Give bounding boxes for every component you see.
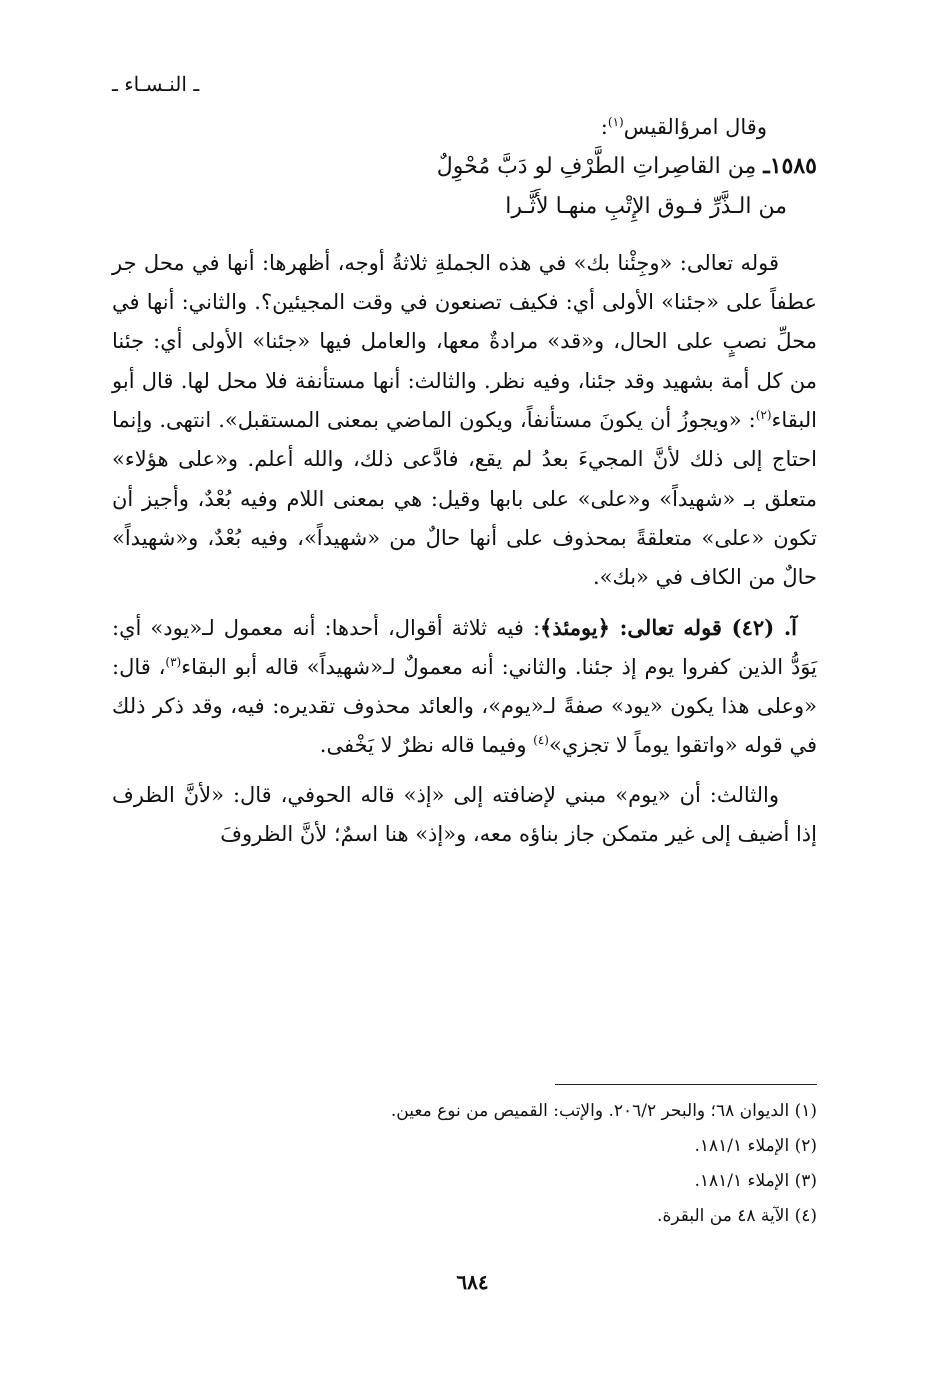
paragraph-1 bbox=[112, 244, 817, 598]
footnote-ref-4: (٤) bbox=[533, 733, 549, 748]
footnote-divider bbox=[555, 1084, 817, 1085]
paragraph-3: والثالث: أن «يوم» مبني لإضافته إلى «إذ» قاله الحوفي، قال: «لأنَّ الظرف إذا أضيف إلى غير متمكن جاز بناؤه معه، و«إذ» هنا اسمٌ؛ لأنَّ الظروفَ bbox=[112, 782, 817, 847]
verse-line-1 bbox=[112, 147, 817, 186]
page-number: ٦٨٤ bbox=[456, 1270, 489, 1294]
footnote-item: (٢) الإملاء ١٨١/١. bbox=[694, 1136, 817, 1156]
verse-line-2: من الـذَّرِّ فـوق الإِتْبِ منهـا لأَثَّـرا bbox=[505, 193, 787, 219]
paragraph-1-text-b: : «ويجوزُ أن يكونَ مستأنفاً، ويكون الماضي بمعنى المستقبل». انتهى. وإنما احتاج إلى ذلك لأنَّ المجيءَ بعدُ لم يقع، فادَّعى ذلك، والله أعلم. و«على هؤلاء» متعلق بـ «شهيداً» و«على» على بابها وقيل: هي بمعنى اللام وفيه بُعْدٌ، وأجيز أن تكون «على» متعلقةً بمحذوف على أنها حالٌ من «شهيداً»، وفيه بُعْدٌ، و«شهيداً» حالٌ من الكاف في «بك». bbox=[112, 408, 817, 590]
running-header: ـ النـسـاء ـ bbox=[112, 72, 200, 96]
verse-intro: وقال امرؤالقيس$^{(١)}$: bbox=[600, 115, 767, 139]
footnote-item: (١) الديوان ٦٨؛ والبحر ٢٠٦/٢. والإتب: القميص من نوع معين. bbox=[390, 1101, 817, 1121]
footnote-ref-1: (١) bbox=[607, 115, 624, 129]
footnote-ref-2: (٢) bbox=[755, 408, 772, 423]
paragraph-2-text-c: وفيما قاله نظرٌ لا يَخْفى. bbox=[319, 733, 534, 758]
verse-number: ١٥٨٥ـ bbox=[763, 153, 817, 180]
paragraph-2-text-b: ، قال: «وعلى هذا يكون «يود» صفةً لـ«يوم»، والعائد محذوف تقديره: فيه، وقد ذكر ذلك في قوله «واتقوا يوماً لا تجزي» bbox=[112, 654, 817, 758]
paragraph-2 bbox=[112, 608, 817, 766]
footnote-ref-3: (٣) bbox=[165, 654, 182, 669]
footnote-item: (٤) الآية ٤٨ من البقرة. bbox=[657, 1206, 817, 1226]
verse-intro-text: وقال امرؤالقيس bbox=[623, 115, 767, 139]
main-text bbox=[112, 108, 817, 854]
footnotes bbox=[112, 1094, 817, 1234]
verse-label: آ. (٤٢) قوله تعالى: ﴿يومئذ﴾ bbox=[540, 614, 797, 640]
footnote-item: (٣) الإملاء ١٨١/١. bbox=[694, 1171, 817, 1191]
paragraph-1-text-a: قوله تعالى: «وجِئْنا بك» في هذه الجملةِ ثلاثةُ أوجه، أظهرها: أنها في محل جر عطفاً على «جئنا» الأولى أي: فكيف تصنعون في وقت المجيئين؟. والثاني: أنها في محلِّ نصبٍ على الحال، و«قد» مرادةٌ معها، والعامل فيها «جئنا» الأولى أي: جئنا من كل أمة بشهيد وقد جئنا، وفيه نظر. والثالث: أنها مستأنفة فلا محل لها. قال أبو البقاء bbox=[112, 250, 817, 433]
verse-hemistich-1: مِن القاصِراتِ الطَّرْفِ لو دَبَّ مُحْوِلٌ bbox=[436, 154, 757, 180]
paragraph-2-text-a: : فيه ثلاثة أقوال، أحدها: أنه معمول لـ«يود» أي: يَوَدُّ الذين كفروا يوم إذ جئنا. والثاني: أنه معمولٌ لـ«شهيداً» قاله أبو البقاء bbox=[112, 615, 817, 679]
